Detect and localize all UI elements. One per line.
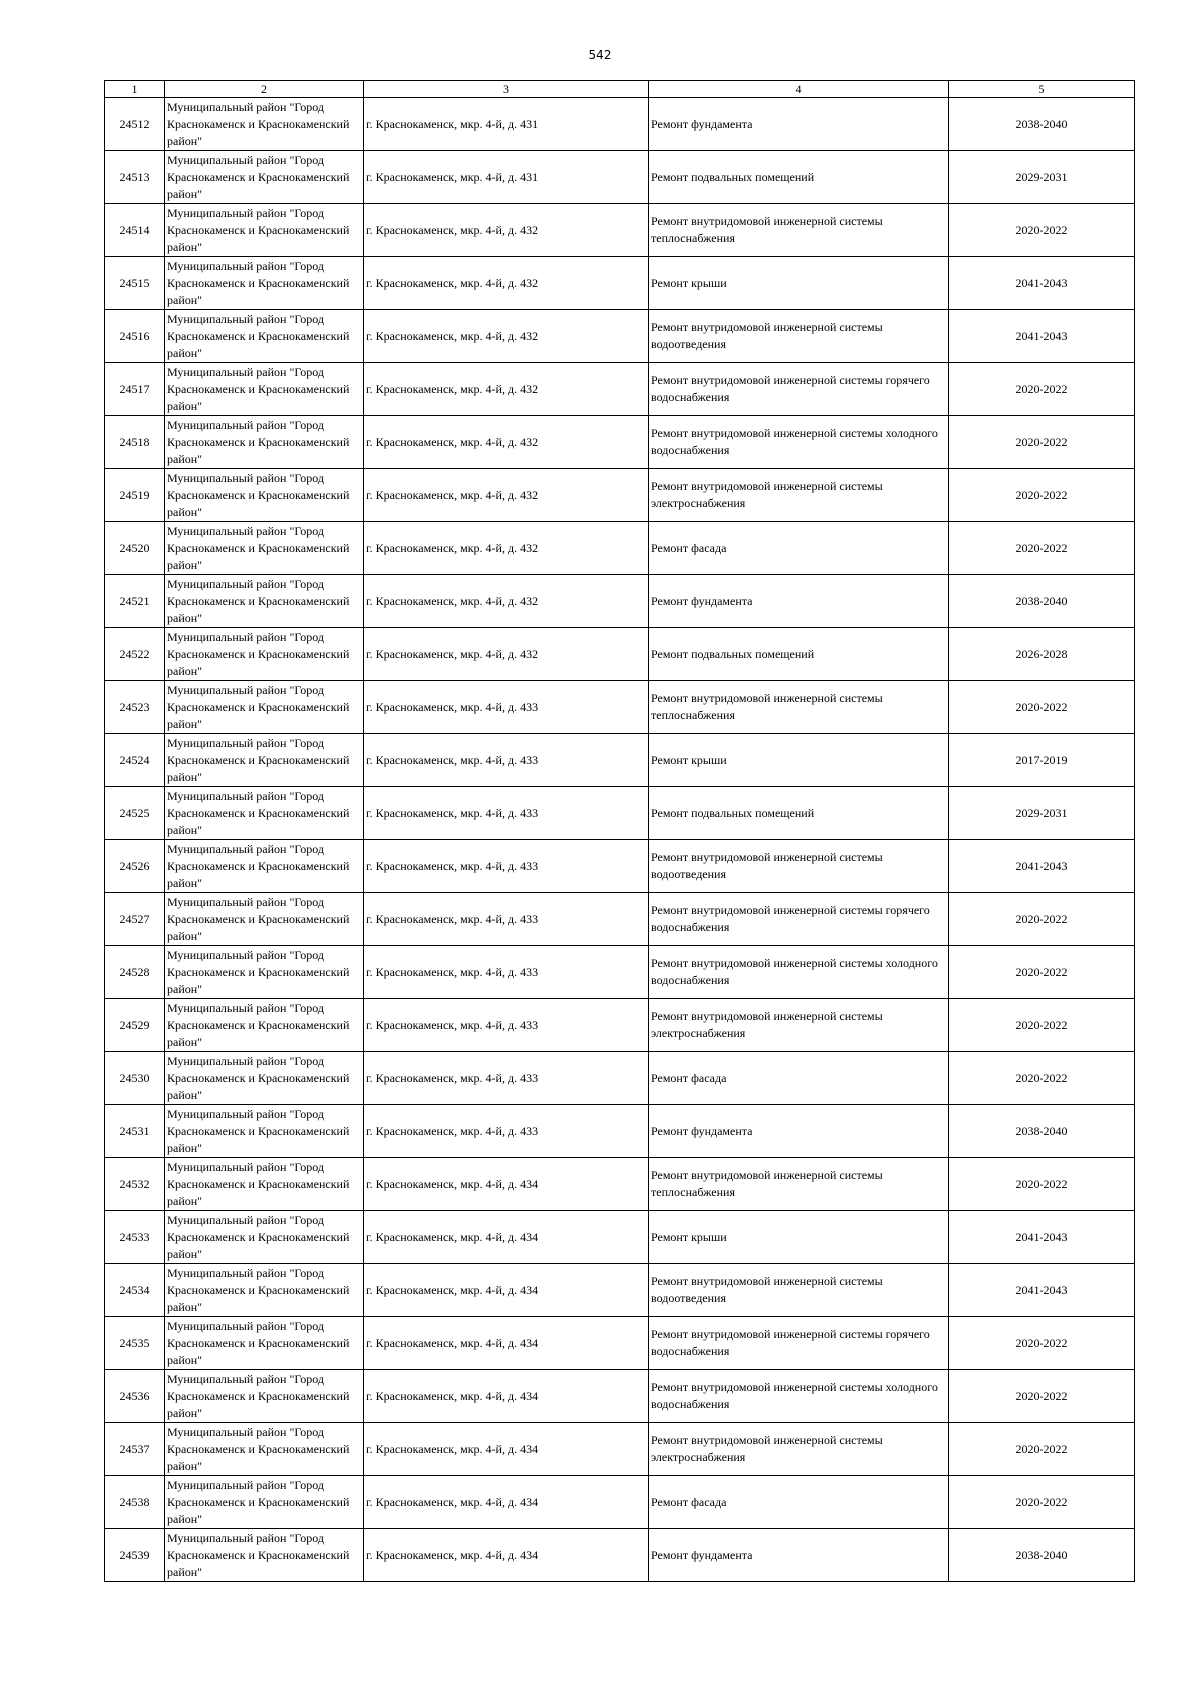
- municipality-cell: Муниципальный район "Город Краснокаменск и Краснокаменский район": [165, 469, 364, 522]
- period-cell: 2020-2022: [949, 999, 1135, 1052]
- period-cell: 2020-2022: [949, 1423, 1135, 1476]
- row-number-cell: 24528: [105, 946, 165, 999]
- address-cell: г. Краснокаменск, мкр. 4-й, д. 434: [364, 1211, 649, 1264]
- row-number-cell: 24531: [105, 1105, 165, 1158]
- table-row: [105, 999, 1135, 1052]
- municipality-cell: Муниципальный район "Город Краснокаменск и Краснокаменский район": [165, 1105, 364, 1158]
- table-row: [105, 628, 1135, 681]
- work-type-cell: Ремонт внутридомовой инженерной системы теплоснабжения: [649, 681, 949, 734]
- repair-schedule-table: [104, 80, 1135, 1582]
- work-type-cell: Ремонт крыши: [649, 1211, 949, 1264]
- table-row: [105, 840, 1135, 893]
- work-type-cell: Ремонт внутридомовой инженерной системы теплоснабжения: [649, 204, 949, 257]
- municipality-cell: Муниципальный район "Город Краснокаменск и Краснокаменский район": [165, 1370, 364, 1423]
- municipality-cell: Муниципальный район "Город Краснокаменск и Краснокаменский район": [165, 575, 364, 628]
- row-number-cell: 24514: [105, 204, 165, 257]
- municipality-cell: Муниципальный район "Город Краснокаменск и Краснокаменский район": [165, 204, 364, 257]
- work-type-cell: Ремонт внутридомовой инженерной системы водоотведения: [649, 1264, 949, 1317]
- row-number-cell: 24521: [105, 575, 165, 628]
- row-number-cell: 24527: [105, 893, 165, 946]
- municipality-cell: Муниципальный район "Город Краснокаменск и Краснокаменский район": [165, 98, 364, 151]
- period-cell: 2041-2043: [949, 840, 1135, 893]
- municipality-cell: Муниципальный район "Город Краснокаменск и Краснокаменский район": [165, 1476, 364, 1529]
- address-cell: г. Краснокаменск, мкр. 4-й, д. 433: [364, 1052, 649, 1105]
- period-cell: 2029-2031: [949, 151, 1135, 204]
- table-row: [105, 1052, 1135, 1105]
- work-type-cell: Ремонт подвальных помещений: [649, 628, 949, 681]
- address-cell: г. Краснокаменск, мкр. 4-й, д. 433: [364, 999, 649, 1052]
- address-cell: г. Краснокаменск, мкр. 4-й, д. 432: [364, 204, 649, 257]
- table-row: [105, 363, 1135, 416]
- table-body: [105, 98, 1135, 1582]
- table-row: [105, 1529, 1135, 1582]
- row-number-cell: 24534: [105, 1264, 165, 1317]
- municipality-cell: Муниципальный район "Город Краснокаменск и Краснокаменский район": [165, 893, 364, 946]
- period-cell: 2041-2043: [949, 1211, 1135, 1264]
- table-row: [105, 98, 1135, 151]
- work-type-cell: Ремонт внутридомовой инженерной системы холодного водоснабжения: [649, 416, 949, 469]
- row-number-cell: 24533: [105, 1211, 165, 1264]
- column-header-3: 3: [364, 81, 649, 98]
- address-cell: г. Краснокаменск, мкр. 4-й, д. 432: [364, 416, 649, 469]
- column-header-1: 1: [105, 81, 165, 98]
- municipality-cell: Муниципальный район "Город Краснокаменск и Краснокаменский район": [165, 1211, 364, 1264]
- table-row: [105, 1370, 1135, 1423]
- row-number-cell: 24516: [105, 310, 165, 363]
- period-cell: 2038-2040: [949, 98, 1135, 151]
- row-number-cell: 24539: [105, 1529, 165, 1582]
- table-row: [105, 734, 1135, 787]
- row-number-cell: 24513: [105, 151, 165, 204]
- municipality-cell: Муниципальный район "Город Краснокаменск и Краснокаменский район": [165, 1052, 364, 1105]
- municipality-cell: Муниципальный район "Город Краснокаменск и Краснокаменский район": [165, 1158, 364, 1211]
- period-cell: 2020-2022: [949, 363, 1135, 416]
- address-cell: г. Краснокаменск, мкр. 4-й, д. 433: [364, 681, 649, 734]
- work-type-cell: Ремонт фундамента: [649, 98, 949, 151]
- work-type-cell: Ремонт фундамента: [649, 1105, 949, 1158]
- page-number: 542: [588, 48, 612, 62]
- municipality-cell: Муниципальный район "Город Краснокаменск и Краснокаменский район": [165, 1423, 364, 1476]
- period-cell: 2020-2022: [949, 204, 1135, 257]
- row-number-cell: 24538: [105, 1476, 165, 1529]
- work-type-cell: Ремонт внутридомовой инженерной системы электроснабжения: [649, 469, 949, 522]
- address-cell: г. Краснокаменск, мкр. 4-й, д. 434: [364, 1529, 649, 1582]
- table-row: [105, 1317, 1135, 1370]
- municipality-cell: Муниципальный район "Город Краснокаменск и Краснокаменский район": [165, 310, 364, 363]
- work-type-cell: Ремонт внутридомовой инженерной системы горячего водоснабжения: [649, 363, 949, 416]
- work-type-cell: Ремонт внутридомовой инженерной системы водоотведения: [649, 840, 949, 893]
- table-row: [105, 257, 1135, 310]
- table-row: [105, 204, 1135, 257]
- period-cell: 2017-2019: [949, 734, 1135, 787]
- column-header-5: 5: [949, 81, 1135, 98]
- row-number-cell: 24525: [105, 787, 165, 840]
- row-number-cell: 24512: [105, 98, 165, 151]
- municipality-cell: Муниципальный район "Город Краснокаменск и Краснокаменский район": [165, 1317, 364, 1370]
- table-row: [105, 310, 1135, 363]
- address-cell: г. Краснокаменск, мкр. 4-й, д. 432: [364, 522, 649, 575]
- row-number-cell: 24519: [105, 469, 165, 522]
- row-number-cell: 24515: [105, 257, 165, 310]
- table-row: [105, 681, 1135, 734]
- address-cell: г. Краснокаменск, мкр. 4-й, д. 433: [364, 787, 649, 840]
- municipality-cell: Муниципальный район "Город Краснокаменск и Краснокаменский район": [165, 363, 364, 416]
- work-type-cell: Ремонт внутридомовой инженерной системы горячего водоснабжения: [649, 1317, 949, 1370]
- municipality-cell: Муниципальный район "Город Краснокаменск и Краснокаменский район": [165, 628, 364, 681]
- address-cell: г. Краснокаменск, мкр. 4-й, д. 433: [364, 893, 649, 946]
- address-cell: г. Краснокаменск, мкр. 4-й, д. 431: [364, 151, 649, 204]
- municipality-cell: Муниципальный район "Город Краснокаменск и Краснокаменский район": [165, 840, 364, 893]
- period-cell: 2020-2022: [949, 893, 1135, 946]
- work-type-cell: Ремонт фасада: [649, 1476, 949, 1529]
- row-number-cell: 24523: [105, 681, 165, 734]
- table-row: [105, 1158, 1135, 1211]
- work-type-cell: Ремонт подвальных помещений: [649, 787, 949, 840]
- address-cell: г. Краснокаменск, мкр. 4-й, д. 433: [364, 1105, 649, 1158]
- row-number-cell: 24535: [105, 1317, 165, 1370]
- municipality-cell: Муниципальный район "Город Краснокаменск и Краснокаменский район": [165, 787, 364, 840]
- work-type-cell: Ремонт внутридомовой инженерной системы электроснабжения: [649, 999, 949, 1052]
- period-cell: 2038-2040: [949, 1529, 1135, 1582]
- table-row: [105, 893, 1135, 946]
- table-row: [105, 787, 1135, 840]
- municipality-cell: Муниципальный район "Город Краснокаменск и Краснокаменский район": [165, 522, 364, 575]
- municipality-cell: Муниципальный район "Город Краснокаменск и Краснокаменский район": [165, 257, 364, 310]
- period-cell: 2020-2022: [949, 681, 1135, 734]
- table-row: [105, 151, 1135, 204]
- address-cell: г. Краснокаменск, мкр. 4-й, д. 432: [364, 363, 649, 416]
- address-cell: г. Краснокаменск, мкр. 4-й, д. 433: [364, 734, 649, 787]
- period-cell: 2020-2022: [949, 946, 1135, 999]
- table-row: [105, 1423, 1135, 1476]
- period-cell: 2041-2043: [949, 257, 1135, 310]
- row-number-cell: 24518: [105, 416, 165, 469]
- row-number-cell: 24526: [105, 840, 165, 893]
- row-number-cell: 24524: [105, 734, 165, 787]
- address-cell: г. Краснокаменск, мкр. 4-й, д. 434: [364, 1370, 649, 1423]
- address-cell: г. Краснокаменск, мкр. 4-й, д. 431: [364, 98, 649, 151]
- column-number-row: [105, 81, 1135, 98]
- row-number-cell: 24536: [105, 1370, 165, 1423]
- table-row: [105, 1476, 1135, 1529]
- period-cell: 2020-2022: [949, 469, 1135, 522]
- municipality-cell: Муниципальный район "Город Краснокаменск и Краснокаменский район": [165, 151, 364, 204]
- period-cell: 2020-2022: [949, 522, 1135, 575]
- period-cell: 2038-2040: [949, 1105, 1135, 1158]
- table-row: [105, 946, 1135, 999]
- work-type-cell: Ремонт фасада: [649, 522, 949, 575]
- work-type-cell: Ремонт подвальных помещений: [649, 151, 949, 204]
- address-cell: г. Краснокаменск, мкр. 4-й, д. 433: [364, 840, 649, 893]
- work-type-cell: Ремонт внутридомовой инженерной системы холодного водоснабжения: [649, 1370, 949, 1423]
- period-cell: 2026-2028: [949, 628, 1135, 681]
- table-row: [105, 575, 1135, 628]
- work-type-cell: Ремонт внутридомовой инженерной системы электроснабжения: [649, 1423, 949, 1476]
- municipality-cell: Муниципальный район "Город Краснокаменск и Краснокаменский район": [165, 946, 364, 999]
- period-cell: 2020-2022: [949, 1476, 1135, 1529]
- row-number-cell: 24537: [105, 1423, 165, 1476]
- address-cell: г. Краснокаменск, мкр. 4-й, д. 432: [364, 469, 649, 522]
- municipality-cell: Муниципальный район "Город Краснокаменск и Краснокаменский район": [165, 416, 364, 469]
- table-row: [105, 1264, 1135, 1317]
- period-cell: 2038-2040: [949, 575, 1135, 628]
- work-type-cell: Ремонт внутридомовой инженерной системы водоотведения: [649, 310, 949, 363]
- row-number-cell: 24532: [105, 1158, 165, 1211]
- work-type-cell: Ремонт фундамента: [649, 1529, 949, 1582]
- address-cell: г. Краснокаменск, мкр. 4-й, д. 432: [364, 575, 649, 628]
- address-cell: г. Краснокаменск, мкр. 4-й, д. 434: [364, 1476, 649, 1529]
- address-cell: г. Краснокаменск, мкр. 4-й, д. 434: [364, 1158, 649, 1211]
- address-cell: г. Краснокаменск, мкр. 4-й, д. 434: [364, 1317, 649, 1370]
- municipality-cell: Муниципальный район "Город Краснокаменск и Краснокаменский район": [165, 734, 364, 787]
- address-cell: г. Краснокаменск, мкр. 4-й, д. 432: [364, 257, 649, 310]
- work-type-cell: Ремонт крыши: [649, 257, 949, 310]
- address-cell: г. Краснокаменск, мкр. 4-й, д. 433: [364, 946, 649, 999]
- period-cell: 2020-2022: [949, 416, 1135, 469]
- work-type-cell: Ремонт внутридомовой инженерной системы холодного водоснабжения: [649, 946, 949, 999]
- period-cell: 2029-2031: [949, 787, 1135, 840]
- column-header-4: 4: [649, 81, 949, 98]
- table-row: [105, 522, 1135, 575]
- row-number-cell: 24530: [105, 1052, 165, 1105]
- address-cell: г. Краснокаменск, мкр. 4-й, д. 432: [364, 310, 649, 363]
- period-cell: 2020-2022: [949, 1370, 1135, 1423]
- table-row: [105, 416, 1135, 469]
- table-row: [105, 1211, 1135, 1264]
- municipality-cell: Муниципальный район "Город Краснокаменск и Краснокаменский район": [165, 681, 364, 734]
- address-cell: г. Краснокаменск, мкр. 4-й, д. 434: [364, 1264, 649, 1317]
- address-cell: г. Краснокаменск, мкр. 4-й, д. 432: [364, 628, 649, 681]
- column-header-2: 2: [165, 81, 364, 98]
- row-number-cell: 24517: [105, 363, 165, 416]
- period-cell: 2041-2043: [949, 310, 1135, 363]
- municipality-cell: Муниципальный район "Город Краснокаменск и Краснокаменский район": [165, 1529, 364, 1582]
- row-number-cell: 24529: [105, 999, 165, 1052]
- address-cell: г. Краснокаменск, мкр. 4-й, д. 434: [364, 1423, 649, 1476]
- work-type-cell: Ремонт фундамента: [649, 575, 949, 628]
- period-cell: 2020-2022: [949, 1158, 1135, 1211]
- work-type-cell: Ремонт внутридомовой инженерной системы теплоснабжения: [649, 1158, 949, 1211]
- table-row: [105, 1105, 1135, 1158]
- municipality-cell: Муниципальный район "Город Краснокаменск и Краснокаменский район": [165, 1264, 364, 1317]
- municipality-cell: Муниципальный район "Город Краснокаменск и Краснокаменский район": [165, 999, 364, 1052]
- period-cell: 2041-2043: [949, 1264, 1135, 1317]
- period-cell: 2020-2022: [949, 1317, 1135, 1370]
- work-type-cell: Ремонт внутридомовой инженерной системы горячего водоснабжения: [649, 893, 949, 946]
- row-number-cell: 24522: [105, 628, 165, 681]
- period-cell: 2020-2022: [949, 1052, 1135, 1105]
- table-row: [105, 469, 1135, 522]
- row-number-cell: 24520: [105, 522, 165, 575]
- work-type-cell: Ремонт крыши: [649, 734, 949, 787]
- work-type-cell: Ремонт фасада: [649, 1052, 949, 1105]
